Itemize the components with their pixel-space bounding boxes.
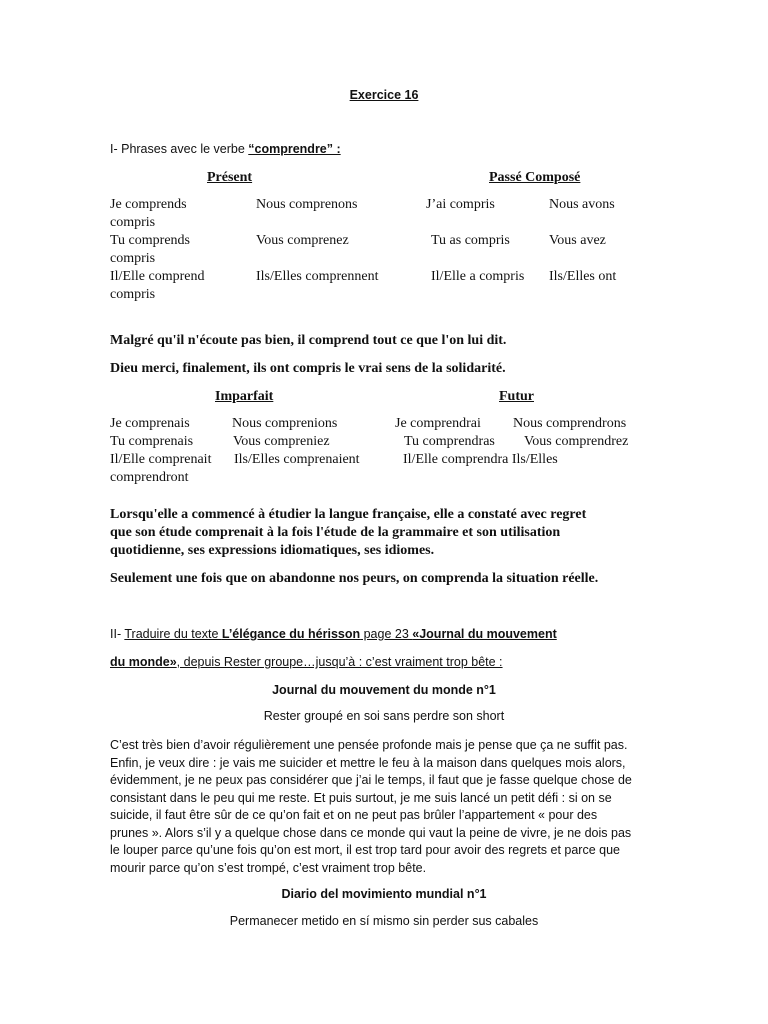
table-cell: compris <box>110 215 156 230</box>
journal-title-end: du monde» <box>110 655 177 669</box>
traduire-text: Traduire du texte <box>124 627 222 641</box>
sentence-futur: Seulement une fois que on abandonne nos peurs, on comprenda la situation réelle. <box>110 571 599 586</box>
table-cell: Vous comprenez <box>256 233 349 248</box>
sentence-imparfait-line: que son étude comprenait à la fois l'étude de la grammaire et son utilisation <box>110 525 561 540</box>
french-journal-title: Journal du mouvement du monde n°1 <box>272 683 496 697</box>
sentence-present: Malgré qu'il n'écoute pas bien, il comprend tout ce que l'on lui dit. <box>110 333 507 348</box>
table-cell: Il/Elle comprend <box>110 269 205 284</box>
paragraph-line: consistant dans le peu qui me reste. Et puis surtout, je me suis lancé un petit défi : si on se <box>110 791 612 805</box>
header-futur: Futur <box>499 389 534 404</box>
table-cell: Vous compreniez <box>233 434 330 449</box>
table-cell: Je comprenais <box>110 416 190 431</box>
paragraph-line: Enfin, je veux dire : je vais me suicider et mettre le feu à la maison dans quelques mois alors, <box>110 756 626 770</box>
table-cell: Il/Elle comprendra Ils/Elles <box>403 452 558 467</box>
table-cell: Tu comprendras <box>404 434 495 449</box>
table-cell: Vous avez <box>549 233 606 248</box>
table-cell: Ils/Elles ont <box>549 269 617 284</box>
intro-prefix: I- Phrases avec le verbe <box>110 142 249 156</box>
paragraph-line: suicide, il faut être sûr de ce qu’on fait et on ne peut pas brûler l’appartement « pour des <box>110 808 598 822</box>
french-journal-subtitle: Rester groupé en soi sans perdre son short <box>263 709 505 723</box>
page-title: Exercice 16 <box>349 88 419 102</box>
table-cell: comprendront <box>110 470 189 485</box>
table-cell: Ils/Elles comprenaient <box>234 452 360 467</box>
table-cell: Nous avons <box>549 197 615 212</box>
table-cell: compris <box>110 287 156 302</box>
spanish-journal-subtitle: Permanecer metido en sí mismo sin perder sus cabales <box>229 914 539 928</box>
table-cell: compris <box>110 251 156 266</box>
section2-prefix: II- <box>110 627 125 641</box>
header-passe-compose: Passé Composé <box>489 170 581 185</box>
table-cell: J’ai compris <box>426 197 495 212</box>
table-cell: Tu comprenais <box>110 434 194 449</box>
table-cell: Ils/Elles comprennent <box>256 269 379 284</box>
intro-verb: “comprendre” : <box>248 142 341 156</box>
table-cell: Je comprends <box>110 197 187 212</box>
table-cell: Nous comprenions <box>232 416 338 431</box>
book-title: L’élégance du hérisson <box>221 627 361 641</box>
header-imparfait: Imparfait <box>215 389 274 404</box>
sentence-imparfait-line: quotidienne, ses expressions idiomatiques, ses idiomes. <box>110 543 435 558</box>
paragraph-line: évidemment, je ne peux pas considérer que j’ai le temps, il faut que je fasse quelque chose de <box>110 773 632 787</box>
section2-rest: , depuis Rester groupe…jusqu’à : c’est vraiment trop bête : <box>176 655 503 669</box>
table-cell: Vous comprendrez <box>524 434 629 449</box>
table-cell: Tu as compris <box>431 233 510 248</box>
spanish-journal-title: Diario del movimiento mundial n°1 <box>281 887 487 901</box>
table-cell: Il/Elle a compris <box>431 269 525 284</box>
paragraph-line: C’est très bien d’avoir régulièrement une pensée profonde mais je pense que ça ne suffit pas. <box>110 738 628 752</box>
section2-intro-line1 <box>110 627 557 641</box>
table-cell: Tu comprends <box>110 233 190 248</box>
paragraph-line: prunes ». Alors s’il y a quelque chose dans ce monde qui vaut la peine de vivre, je ne dois pas <box>110 826 632 840</box>
section1-intro <box>110 142 341 156</box>
sentence-passe: Dieu merci, finalement, ils ont compris le vrai sens de la solidarité. <box>110 361 506 376</box>
section2-intro-line2 <box>110 655 503 669</box>
table-cell: Je comprendrai <box>395 416 481 431</box>
paragraph-line: le louper parce qu’une fois qu’on est mort, il est trop tard pour avoir des regrets et parce que <box>110 843 621 857</box>
sentence-imparfait-line: Lorsqu'elle a commencé à étudier la langue française, elle a constaté avec regret <box>110 507 587 522</box>
table-cell: Nous comprendrons <box>513 416 627 431</box>
paragraph-line: mourir parce qu’on s’est trompé, c’est vraiment trop bête. <box>110 861 427 875</box>
table-cell: Il/Elle comprenait <box>110 452 212 467</box>
header-present: Présent <box>207 170 253 185</box>
journal-title-start: «Journal du mouvement <box>412 627 557 641</box>
table-cell: Nous comprenons <box>256 197 358 212</box>
book-page: page 23 <box>360 627 413 641</box>
